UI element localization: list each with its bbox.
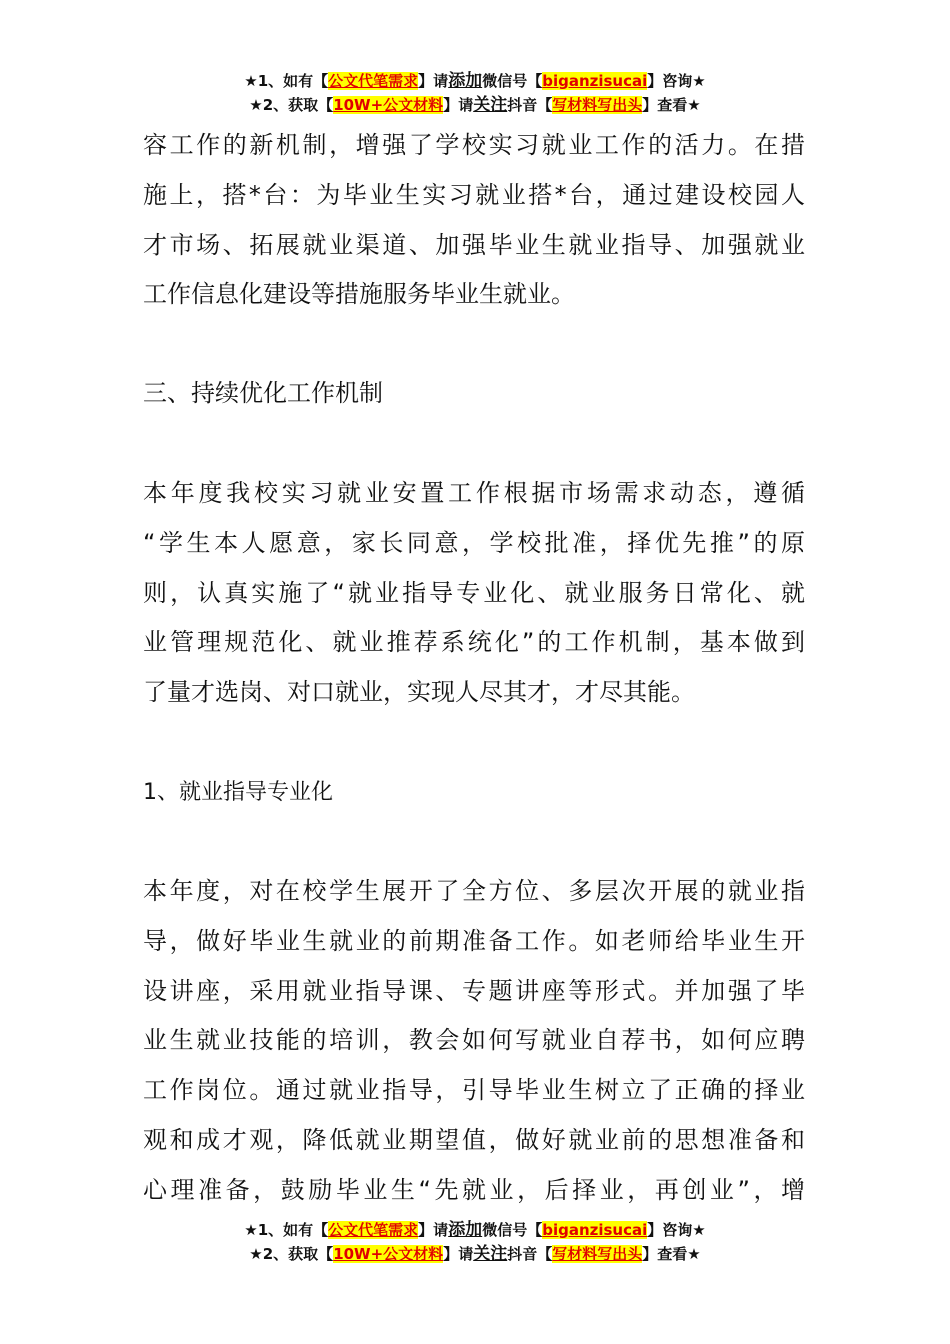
- promo-text: 】咨询★: [647, 72, 706, 90]
- promo-text: 】查看★: [642, 96, 701, 114]
- promo-text: 】请: [443, 1245, 474, 1263]
- paragraph-line: 业生就业技能的培训，教会如何写就业自荐书，如何应聘: [143, 1026, 805, 1055]
- paragraph-line: 观和成才观，降低就业期望值，做好就业前的思想准备和: [143, 1126, 805, 1154]
- paragraph-line: “学生本人愿意，家长同意，学校批准，择优先推”的原: [143, 528, 805, 557]
- paragraph-line: 工作信息化建设等措施服务毕业生就业。: [143, 280, 575, 309]
- subsection-heading: 1、就业指导专业化: [143, 780, 333, 805]
- promo-text: 】咨询★: [647, 1221, 706, 1239]
- promo-text: 公文代笔需求: [328, 1221, 419, 1239]
- promo-text: 10W+公文材料: [333, 1245, 444, 1263]
- promo-text: 10W+公文材料: [333, 96, 444, 114]
- promo-text: ★2、获取【: [249, 1245, 334, 1263]
- promo-text: 写材料写出头: [552, 96, 643, 114]
- promo-line: [0, 1242, 950, 1266]
- paragraph-line: 了量才选岗、对口就业，实现人尽其才，才尽其能。: [143, 678, 695, 707]
- promo-text: ★1、如有【: [244, 1221, 329, 1239]
- promo-text: 关注: [473, 95, 508, 115]
- promo-text: 添加: [448, 71, 483, 91]
- promo-text: biganzisucai: [542, 72, 648, 90]
- promo-text: 关注: [473, 1244, 508, 1264]
- promo-text: 微信号【: [482, 1221, 543, 1239]
- promo-text: 写材料写出头: [552, 1245, 643, 1263]
- promo-text: 微信号【: [482, 72, 543, 90]
- promo-text: 公文代笔需求: [328, 72, 419, 90]
- promo-text: 】查看★: [642, 1245, 701, 1263]
- promo-text: 抖音【: [507, 96, 553, 114]
- section-heading: 三、持续优化工作机制: [143, 379, 383, 407]
- paragraph-line: 容工作的新机制，增强了学校实习就业工作的活力。在措: [143, 131, 805, 159]
- paragraph-line: 心理准备，鼓励毕业生“先就业，后择业，再创业”，增: [143, 1175, 805, 1204]
- paragraph-line: 工作岗位。通过就业指导，引导毕业生树立了正确的择业: [143, 1076, 805, 1105]
- promo-text: biganzisucai: [542, 1221, 648, 1239]
- promo-text: 】请: [418, 1221, 449, 1239]
- paragraph-line: 则，认真实施了“就业指导专业化、就业服务日常化、就: [143, 578, 805, 607]
- paragraph-line: 本年度我校实习就业安置工作根据市场需求动态，遵循: [143, 479, 805, 507]
- promo-line: [0, 93, 950, 117]
- paragraph-line: 业管理规范化、就业推荐系统化”的工作机制，基本做到: [143, 628, 805, 657]
- paragraph-line: 本年度，对在校学生展开了全方位、多层次开展的就业指: [143, 877, 805, 905]
- promo-line: [0, 69, 950, 93]
- paragraph-line: 导，做好毕业生就业的前期准备工作。如老师给毕业生开: [143, 926, 805, 955]
- promo-text: 抖音【: [507, 1245, 553, 1263]
- promo-text: 添加: [448, 1220, 483, 1240]
- promo-text: 】请: [418, 72, 449, 90]
- promo-line: [0, 1218, 950, 1242]
- promo-text: ★1、如有【: [244, 72, 329, 90]
- paragraph-line: 施上，搭*台：为毕业生实习就业搭*台，通过建设校园人: [143, 180, 805, 209]
- paragraph-line: 才市场、拓展就业渠道、加强毕业生就业指导、加强就业: [143, 230, 805, 259]
- promo-text: ★2、获取【: [249, 96, 334, 114]
- promo-text: 】请: [443, 96, 474, 114]
- paragraph-line: 设讲座，采用就业指导课、专题讲座等形式。并加强了毕: [143, 976, 805, 1005]
